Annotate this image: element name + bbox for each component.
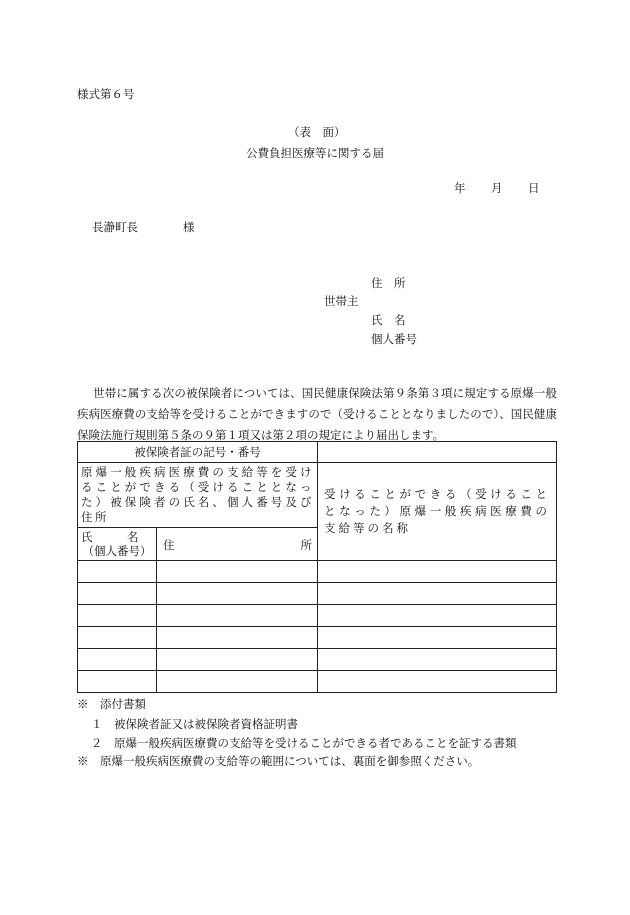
date-year-label: 年 bbox=[454, 181, 466, 195]
table-row-benefit[interactable] bbox=[318, 583, 557, 605]
date-day-label: 日 bbox=[528, 181, 540, 195]
address-column-label-left: 住 bbox=[163, 538, 175, 552]
table-row-name[interactable] bbox=[78, 649, 157, 671]
table-row-address[interactable] bbox=[157, 671, 318, 693]
table-row-benefit[interactable] bbox=[318, 605, 557, 627]
table-row-address[interactable] bbox=[157, 649, 318, 671]
table-row-name[interactable] bbox=[78, 583, 157, 605]
address-label: 住 所 bbox=[371, 276, 406, 290]
table-row-name[interactable] bbox=[78, 627, 157, 649]
insured-persons-header: 原爆一般疾病医療費の支給等を受けることができる（受けることとなった）被保険者の氏名、個人番号及び住所 bbox=[78, 463, 318, 528]
table-row-benefit[interactable] bbox=[318, 671, 557, 693]
attachment-item-1: １ 被保険者証又は被保険者資格証明書 bbox=[91, 717, 298, 731]
table-row-benefit[interactable] bbox=[318, 627, 557, 649]
form-number: 様式第６号 bbox=[77, 87, 135, 101]
household-head-label: 世帯主 bbox=[324, 294, 359, 308]
table-row-name[interactable] bbox=[78, 605, 157, 627]
address-column-label-right: 所 bbox=[300, 538, 312, 552]
attachments-title: ※ 添付書類 bbox=[77, 697, 146, 711]
name-column-header bbox=[78, 528, 157, 561]
name-column-label: 氏 名 bbox=[81, 530, 139, 544]
scope-footnote: ※ 原爆一般疾病医療費の支給等の範囲については、裏面を御参照ください。 bbox=[77, 754, 480, 768]
table-row-benefit[interactable] bbox=[318, 649, 557, 671]
table-row-name[interactable] bbox=[78, 561, 157, 583]
insured-persons-table bbox=[77, 441, 557, 693]
insurance-card-number-cell[interactable] bbox=[318, 442, 557, 463]
table-row-address[interactable] bbox=[157, 561, 318, 583]
benefit-name-header: 受けることができる（受けることとなった）原爆一般疾病医療費の支給等の名称 bbox=[318, 463, 557, 561]
id-number-label: 個人番号 bbox=[371, 332, 417, 346]
attachment-item-2: ２ 原爆一般疾病医療費の支給等を受けることができる者であることを証する書類 bbox=[91, 736, 517, 750]
recipient-honorific: 様 bbox=[183, 220, 195, 234]
body-paragraph: 世帯に属する次の被保険者については、国民健康保険法第９条第３項に規定する原爆一般疾病医療費の支給等を受けることができますので（受けることとなりましたので）、国民健康保険法施行規則第５条の９第１項又は第２項の規定により届出します。 bbox=[77, 386, 557, 442]
recipient-name: 長瀞町長 bbox=[92, 220, 138, 234]
table-row-address[interactable] bbox=[157, 627, 318, 649]
side-label: （表 面） bbox=[288, 125, 346, 139]
document-title: 公費負担医療等に関する届 bbox=[246, 146, 384, 160]
table-row-address[interactable] bbox=[157, 583, 318, 605]
table-row-name[interactable] bbox=[78, 671, 157, 693]
table-row-benefit[interactable] bbox=[318, 561, 557, 583]
table-row-address[interactable] bbox=[157, 605, 318, 627]
address-column-header bbox=[157, 528, 318, 561]
insurance-card-number-header: 被保険者証の記号・番号 bbox=[78, 442, 318, 463]
date-month-label: 月 bbox=[491, 181, 503, 195]
name-label: 氏 名 bbox=[371, 313, 406, 327]
id-column-label: （個人番号） bbox=[82, 544, 152, 558]
